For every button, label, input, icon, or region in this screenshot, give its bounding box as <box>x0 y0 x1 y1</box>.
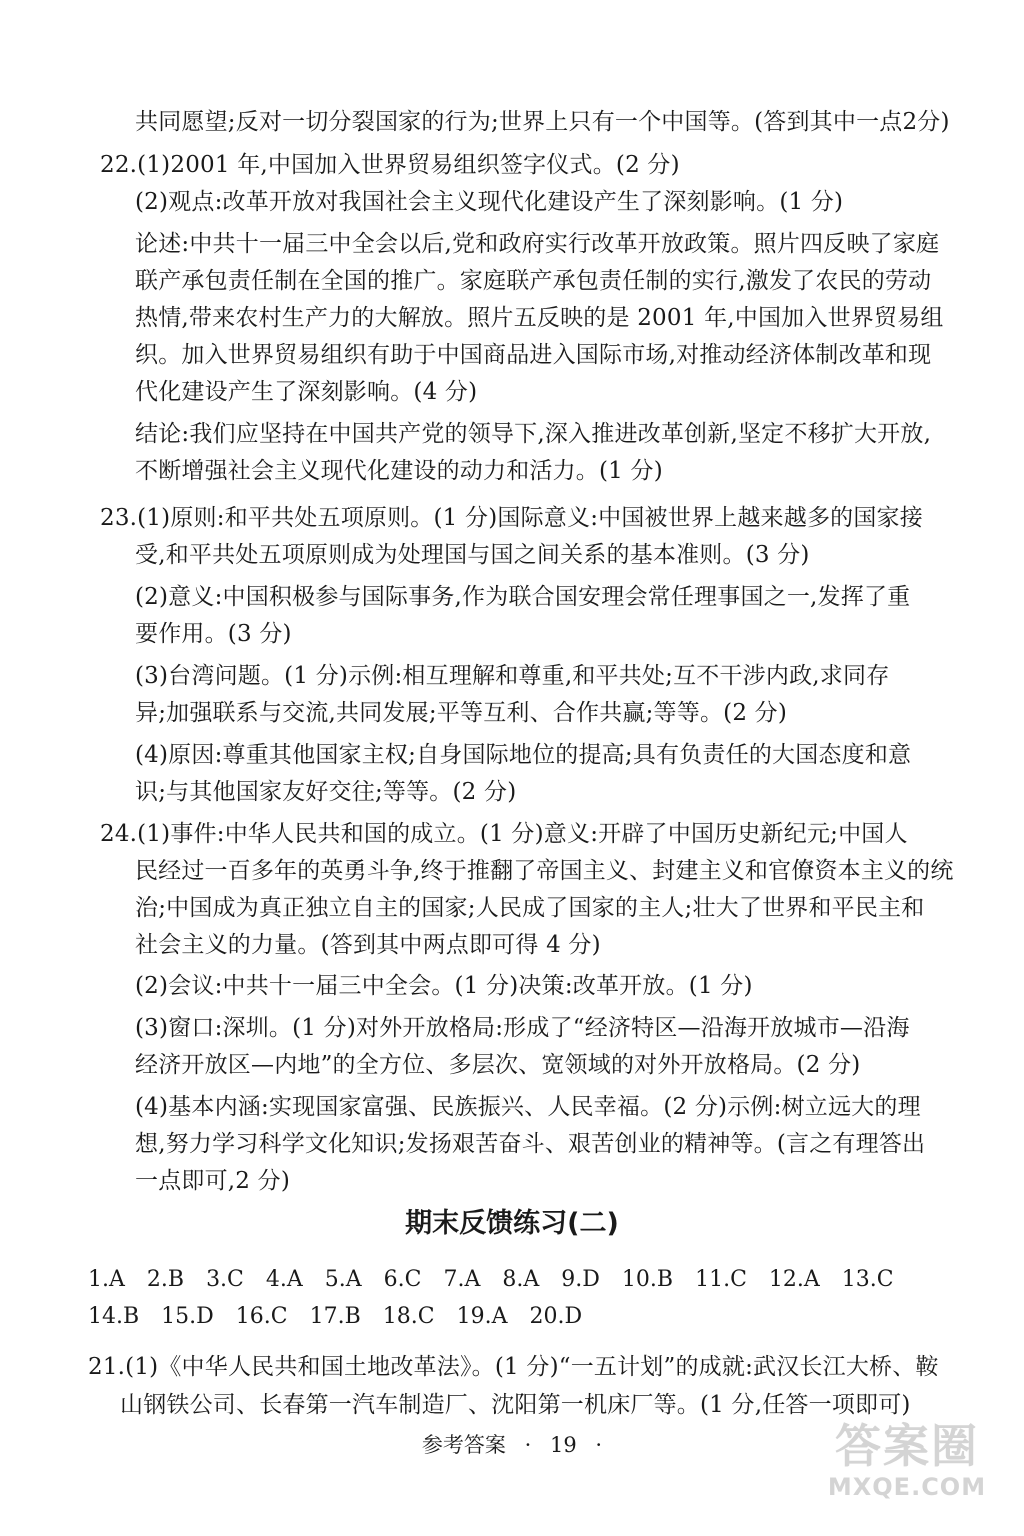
text-line: 民经过一百多年的英勇斗争,终于推翻了帝国主义、封建主义和官僚资本主义的统 <box>135 858 954 884</box>
text-line: (3)窗口:深圳。(1 分)对外开放格局:形成了“经济特区—沿海开放城市—沿海 <box>135 1015 910 1041</box>
choice-answer: 14.B <box>88 1304 140 1329</box>
text-line: 22.(1)2001 年,中国加入世界贸易组织签字仪式。(2 分) <box>100 152 680 178</box>
choice-answer: 17.B <box>309 1304 361 1329</box>
page-number: 19 <box>549 1433 577 1457</box>
choice-answer: 1.A <box>88 1267 125 1292</box>
text-line: 山钢铁公司、长春第一汽车制造厂、沈阳第一机床厂等。(1 分,任答一项即可) <box>120 1392 911 1418</box>
text-line: 热情,带来农村生产力的大解放。照片五反映的是 2001 年,中国加入世界贸易组 <box>135 305 944 331</box>
text-line: (4)基本内涵:实现国家富强、民族振兴、人民幸福。(2 分)示例:树立远大的理 <box>135 1094 921 1120</box>
text-line: 想,努力学习科学文化知识;发扬艰苦奋斗、艰苦创业的精神等。(言之有理答出 <box>135 1131 926 1157</box>
choice-answer: 7.A <box>443 1267 481 1292</box>
choice-answer: 18.C <box>382 1304 435 1329</box>
choice-answer: 8.A <box>502 1267 540 1292</box>
choice-answer: 15.D <box>161 1304 214 1329</box>
choice-answer: 2.B <box>146 1267 185 1292</box>
choice-answer: 4.A <box>265 1267 303 1292</box>
text-line: 不断增强社会主义现代化建设的动力和活力。(1 分) <box>135 458 663 484</box>
text-line: 23.(1)原则:和平共处五项原则。(1 分)国际意义:中国被世界上越来越多的国家接 <box>100 505 923 531</box>
text-line: 一点即可,2 分) <box>135 1168 291 1194</box>
text-line: 代化建设产生了深刻影响。(4 分) <box>135 379 478 405</box>
text-line: 异;加强联系与交流,共同发展;平等互利、合作共赢;等等。(2 分) <box>135 700 788 726</box>
text-line: 论述:中共十一届三中全会以后,党和政府实行改革开放政策。照片四反映了家庭 <box>135 231 940 257</box>
section-title: 期末反馈练习(二) <box>405 1208 619 1239</box>
footer-dot-2: · <box>595 1433 603 1457</box>
text-line: (4)原因:尊重其他国家主权;自身国际地位的提高;具有负责任的大国态度和意 <box>135 742 912 768</box>
choice-answer: 13.C <box>841 1267 894 1292</box>
text-line: (3)台湾问题。(1 分)示例:相互理解和尊重,和平共处;互不干涉内政,求同存 <box>135 663 890 689</box>
text-line: 24.(1)事件:中华人民共和国的成立。(1 分)意义:开辟了中国历史新纪元;中国人 <box>100 821 908 847</box>
choice-answer: 16.C <box>235 1304 288 1329</box>
choice-answer: 6.C <box>383 1267 422 1292</box>
choice-answer: 19.A <box>456 1304 508 1329</box>
footer-dot: · <box>524 1433 532 1457</box>
text-line: 社会主义的力量。(答到其中两点即可得 4 分) <box>135 932 601 958</box>
choice-answer: 10.B <box>621 1267 674 1292</box>
choice-answers-row-2 <box>88 1303 604 1331</box>
text-line: 结论:我们应坚持在中国共产党的领导下,深入推进改革创新,坚定不移扩大开放, <box>135 421 932 447</box>
choice-answer: 5.A <box>324 1267 362 1292</box>
text-line: (2)意义:中国积极参与国际事务,作为联合国安理会常任理事国之一,发挥了重 <box>135 584 911 610</box>
choice-answer: 9.D <box>561 1267 600 1292</box>
text-line: 治;中国成为真正独立自主的国家;人民成了国家的主人;壮大了世界和平民主和 <box>135 895 925 921</box>
text-line: 共同愿望;反对一切分裂国家的行为;世界上只有一个中国等。(答到其中一点2分) <box>135 109 950 135</box>
watermark-logo <box>812 1418 1002 1518</box>
choice-answer: 20.D <box>529 1304 583 1329</box>
footer-label: 参考答案 <box>421 1433 506 1457</box>
text-line: (2)观点:改革开放对我国社会主义现代化建设产生了深刻影响。(1 分) <box>135 189 844 215</box>
watermark-url: MXQE.COM <box>827 1473 987 1501</box>
text-line: (2)会议:中共十一届三中全会。(1 分)决策:改革开放。(1 分) <box>135 973 753 999</box>
text-line: 织。加入世界贸易组织有助于中国商品进入国际市场,对推动经济体制改革和现 <box>135 342 932 368</box>
text-line: 联产承包责任制在全国的推广。家庭联产承包责任制的实行,激发了农民的劳动 <box>135 268 932 294</box>
text-line: 21.(1)《中华人民共和国土地改革法》。(1 分)“一五计划”的成就:武汉长江大桥、鞍 <box>88 1354 939 1380</box>
text-line: 经济开放区—内地”的全方位、多层次、宽领域的对外开放格局。(2 分) <box>135 1052 861 1078</box>
choice-answer: 11.C <box>695 1267 747 1292</box>
text-line: 识;与其他国家友好交往;等等。(2 分) <box>135 779 517 805</box>
text-line: 要作用。(3 分) <box>135 621 292 647</box>
choice-answers-row-1 <box>88 1266 916 1294</box>
text-line: 受,和平共处五项原则成为处理国与国之间关系的基本准则。(3 分) <box>135 542 810 568</box>
choice-answer: 3.C <box>206 1267 244 1292</box>
watermark-logo-text: 答案圈 <box>835 1419 979 1473</box>
choice-answer: 12.A <box>768 1267 820 1292</box>
